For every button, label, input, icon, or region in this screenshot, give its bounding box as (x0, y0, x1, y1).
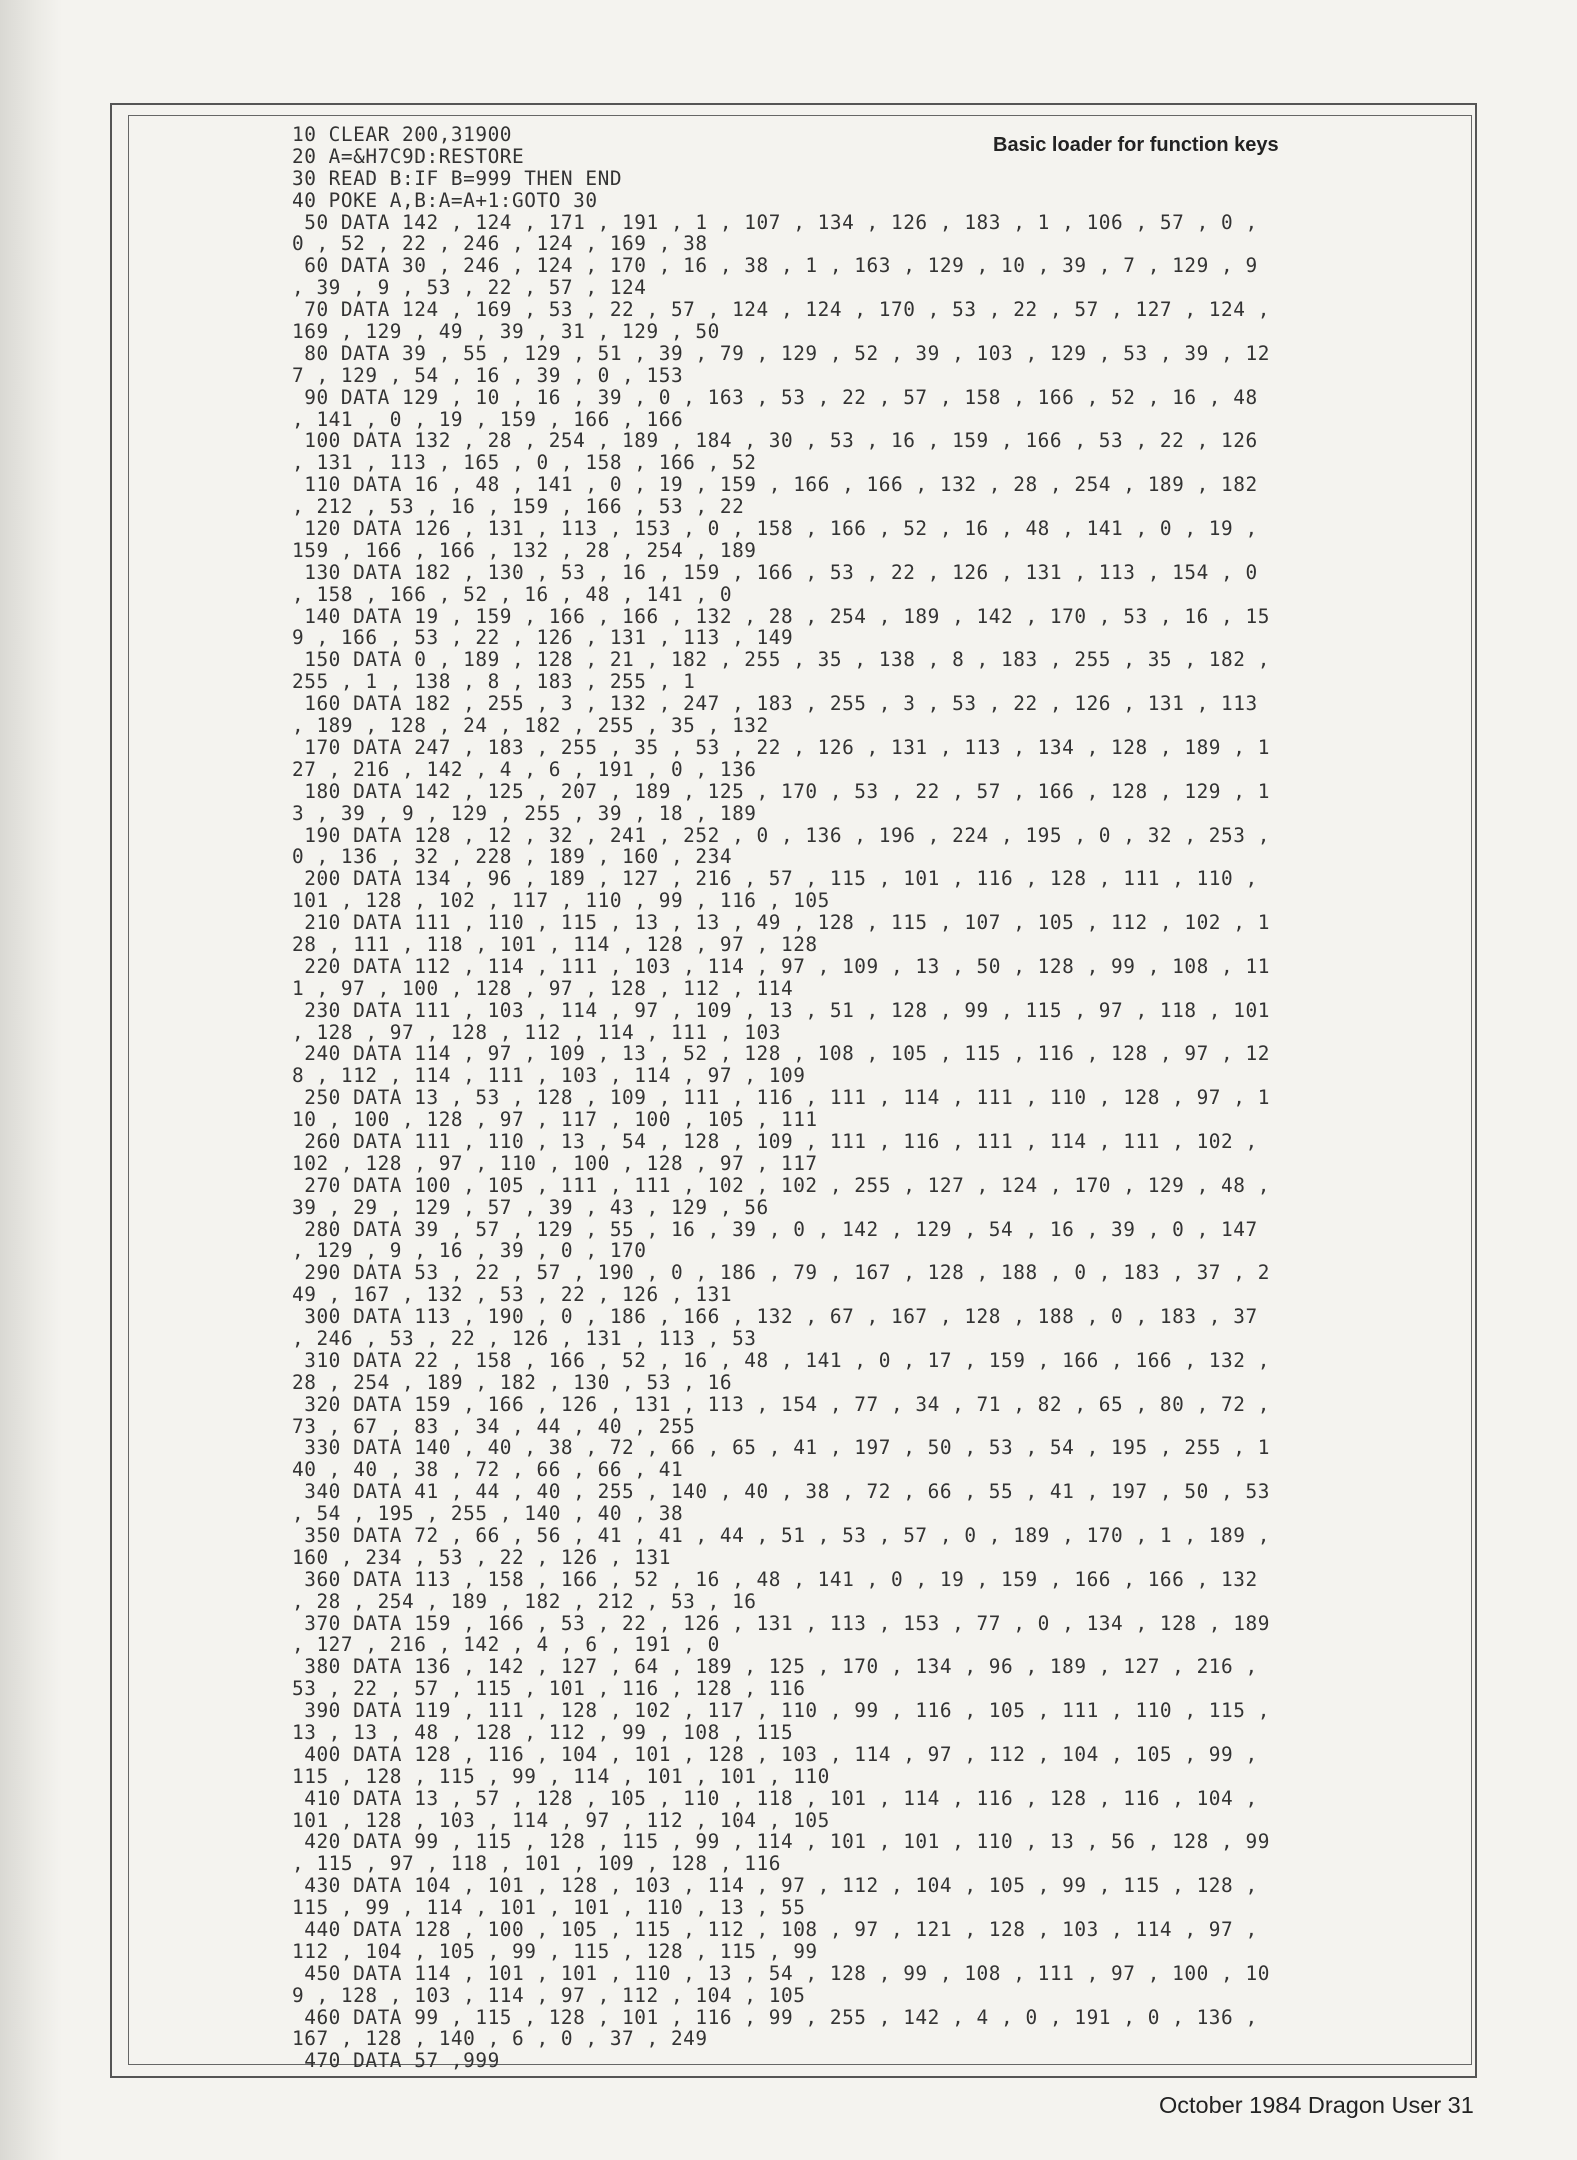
listing-line: , 129 , 9 , 16 , 39 , 0 , 170 (292, 1239, 647, 1263)
listing-line: 30 READ B:IF B=999 THEN END (292, 166, 623, 190)
listing-line: 1 , 97 , 100 , 128 , 97 , 128 , 112 , 114 (292, 976, 794, 1000)
listing-line: 159 , 166 , 166 , 132 , 28 , 254 , 189 (292, 538, 757, 562)
listing-line: 40 POKE A,B:A=A+1:GOTO 30 (292, 188, 598, 212)
listing-line: 440 DATA 128 , 100 , 105 , 115 , 112 , 108 , 97 , 121 , 128 , 103 , 114 , 97 , (292, 1918, 1258, 1942)
listing-line: 112 , 104 , 105 , 99 , 115 , 128 , 115 , 99 (292, 1939, 818, 1963)
listing-line: 470 DATA 57 ,999 (292, 2049, 500, 2073)
listing-line: 140 DATA 19 , 159 , 166 , 166 , 132 , 28 , 254 , 189 , 142 , 170 , 53 , 16 , 15 (292, 604, 1270, 628)
listing-line: , 28 , 254 , 189 , 182 , 212 , 53 , 16 (292, 1589, 757, 1613)
listing-line: 240 DATA 114 , 97 , 109 , 13 , 52 , 128 , 108 , 105 , 115 , 116 , 128 , 97 , 12 (292, 1042, 1270, 1066)
listing-line: 420 DATA 99 , 115 , 128 , 115 , 99 , 114 , 101 , 101 , 110 , 13 , 56 , 128 , 99 (292, 1830, 1270, 1854)
listing-line: 255 , 1 , 138 , 8 , 183 , 255 , 1 (292, 670, 696, 694)
listing-line: 130 DATA 182 , 130 , 53 , 16 , 159 , 166 , 53 , 22 , 126 , 131 , 113 , 154 , 0 (292, 560, 1258, 584)
listing-line: 250 DATA 13 , 53 , 128 , 109 , 111 , 116 , 111 , 114 , 111 , 110 , 128 , 97 , 1 (292, 1086, 1270, 1110)
listing-line: 53 , 22 , 57 , 115 , 101 , 116 , 128 , 116 (292, 1677, 806, 1701)
listing-line: , 39 , 9 , 53 , 22 , 57 , 124 (292, 276, 647, 300)
listing-line: 100 DATA 132 , 28 , 254 , 189 , 184 , 30 , 53 , 16 , 159 , 166 , 53 , 22 , 126 (292, 429, 1258, 453)
listing-line: 310 DATA 22 , 158 , 166 , 52 , 16 , 48 , 141 , 0 , 17 , 159 , 166 , 166 , 132 , (292, 1348, 1270, 1372)
listing-line: 370 DATA 159 , 166 , 53 , 22 , 126 , 131 , 113 , 153 , 77 , 0 , 134 , 128 , 189 (292, 1611, 1270, 1635)
listing-line: , 141 , 0 , 19 , 159 , 166 , 166 (292, 407, 684, 431)
listing-line: 40 , 40 , 38 , 72 , 66 , 66 , 41 (292, 1458, 684, 1482)
listing-line: 101 , 128 , 103 , 114 , 97 , 112 , 104 , 105 (292, 1808, 830, 1832)
listing-line: 450 DATA 114 , 101 , 101 , 110 , 13 , 54 , 128 , 99 , 108 , 111 , 97 , 100 , 10 (292, 1961, 1270, 1985)
listing-line: 8 , 112 , 114 , 111 , 103 , 114 , 97 , 109 (292, 1064, 806, 1088)
listing-line: 380 DATA 136 , 142 , 127 , 64 , 189 , 125 , 170 , 134 , 96 , 189 , 127 , 216 , (292, 1655, 1258, 1679)
page-footer: October 1984 Dragon User 31 (1159, 2092, 1474, 2118)
listing-line: 290 DATA 53 , 22 , 57 , 190 , 0 , 186 , 79 , 167 , 128 , 188 , 0 , 183 , 37 , 2 (292, 1261, 1270, 1285)
listing-line: 0 , 52 , 22 , 246 , 124 , 169 , 38 (292, 232, 708, 256)
listing-caption: Basic loader for function keys (993, 134, 1279, 156)
listing-line: 180 DATA 142 , 125 , 207 , 189 , 125 , 170 , 53 , 22 , 57 , 166 , 128 , 129 , 1 (292, 779, 1270, 803)
listing-line: 167 , 128 , 140 , 6 , 0 , 37 , 249 (292, 2027, 708, 2051)
listing-line: 400 DATA 128 , 116 , 104 , 101 , 128 , 103 , 114 , 97 , 112 , 104 , 105 , 99 , (292, 1742, 1258, 1766)
listing-line: 9 , 166 , 53 , 22 , 126 , 131 , 113 , 149 (292, 626, 794, 650)
listing-line: , 212 , 53 , 16 , 159 , 166 , 53 , 22 (292, 495, 745, 519)
listing-line: 110 DATA 16 , 48 , 141 , 0 , 19 , 159 , 166 , 166 , 132 , 28 , 254 , 189 , 182 (292, 473, 1258, 497)
listing-line: 320 DATA 159 , 166 , 126 , 131 , 113 , 154 , 77 , 34 , 71 , 82 , 65 , 80 , 72 , (292, 1392, 1270, 1416)
listing-line: 160 , 234 , 53 , 22 , 126 , 131 (292, 1545, 671, 1569)
page-spine-shadow (0, 0, 62, 2160)
listing-line: 390 DATA 119 , 111 , 128 , 102 , 117 , 110 , 99 , 116 , 105 , 111 , 110 , 115 , (292, 1699, 1270, 1723)
listing-line: 330 DATA 140 , 40 , 38 , 72 , 66 , 65 , 41 , 197 , 50 , 53 , 54 , 195 , 255 , 1 (292, 1436, 1270, 1460)
listing-line: 170 DATA 247 , 183 , 255 , 35 , 53 , 22 , 126 , 131 , 113 , 134 , 128 , 189 , 1 (292, 735, 1270, 759)
listing-line: 410 DATA 13 , 57 , 128 , 105 , 110 , 118 , 101 , 114 , 116 , 128 , 116 , 104 , (292, 1786, 1258, 1810)
listing-line: 101 , 128 , 102 , 117 , 110 , 99 , 116 , 105 (292, 889, 830, 913)
listing-line: , 158 , 166 , 52 , 16 , 48 , 141 , 0 (292, 582, 733, 606)
listing-line: 280 DATA 39 , 57 , 129 , 55 , 16 , 39 , 0 , 142 , 129 , 54 , 16 , 39 , 0 , 147 (292, 1217, 1258, 1241)
listing-line: 20 A=&H7C9D:RESTORE (292, 144, 525, 168)
listing-line: 300 DATA 113 , 190 , 0 , 186 , 166 , 132 , 67 , 167 , 128 , 188 , 0 , 183 , 37 (292, 1305, 1258, 1329)
listing-line: 27 , 216 , 142 , 4 , 6 , 191 , 0 , 136 (292, 757, 757, 781)
listing-line: 80 DATA 39 , 55 , 129 , 51 , 39 , 79 , 129 , 52 , 39 , 103 , 129 , 53 , 39 , 12 (292, 341, 1270, 365)
listing-line: 73 , 67 , 83 , 34 , 44 , 40 , 255 (292, 1414, 696, 1438)
listing-line: 3 , 39 , 9 , 129 , 255 , 39 , 18 , 189 (292, 801, 757, 825)
listing-line: 13 , 13 , 48 , 128 , 112 , 99 , 108 , 115 (292, 1721, 794, 1745)
listing-line: 270 DATA 100 , 105 , 111 , 111 , 102 , 102 , 255 , 127 , 124 , 170 , 129 , 48 , (292, 1173, 1270, 1197)
listing-line: 160 DATA 182 , 255 , 3 , 132 , 247 , 183 , 255 , 3 , 53 , 22 , 126 , 131 , 113 (292, 692, 1258, 716)
listing-line: 50 DATA 142 , 124 , 171 , 191 , 1 , 107 , 134 , 126 , 183 , 1 , 106 , 57 , 0 , (292, 210, 1258, 234)
listing-line: , 246 , 53 , 22 , 126 , 131 , 113 , 53 (292, 1326, 757, 1350)
listing-line: 9 , 128 , 103 , 114 , 97 , 112 , 104 , 105 (292, 1983, 806, 2007)
listing-line: 7 , 129 , 54 , 16 , 39 , 0 , 153 (292, 363, 684, 387)
listing-line: 350 DATA 72 , 66 , 56 , 41 , 41 , 44 , 51 , 53 , 57 , 0 , 189 , 170 , 1 , 189 , (292, 1524, 1270, 1547)
listing-line: , 128 , 97 , 128 , 112 , 114 , 111 , 103 (292, 1020, 781, 1044)
listing-line: 28 , 111 , 118 , 101 , 114 , 128 , 97 , 128 (292, 932, 818, 956)
listing-line: 115 , 128 , 115 , 99 , 114 , 101 , 101 , 110 (292, 1764, 830, 1788)
listing-line: 10 , 100 , 128 , 97 , 117 , 100 , 105 , 111 (292, 1108, 818, 1132)
listing-line: 39 , 29 , 129 , 57 , 39 , 43 , 129 , 56 (292, 1195, 769, 1219)
listing-line: 102 , 128 , 97 , 110 , 100 , 128 , 97 , 117 (292, 1151, 818, 1175)
listing-line: 0 , 136 , 32 , 228 , 189 , 160 , 234 (292, 845, 733, 869)
listing-line: 70 DATA 124 , 169 , 53 , 22 , 57 , 124 , 124 , 170 , 53 , 22 , 57 , 127 , 124 , (292, 298, 1270, 322)
listing-line: , 189 , 128 , 24 , 182 , 255 , 35 , 132 (292, 714, 769, 738)
listing-line: 190 DATA 128 , 12 , 32 , 241 , 252 , 0 , 136 , 196 , 224 , 195 , 0 , 32 , 253 , (292, 823, 1270, 847)
listing-line: 460 DATA 99 , 115 , 128 , 101 , 116 , 99 , 255 , 142 , 4 , 0 , 191 , 0 , 136 , (292, 2005, 1258, 2029)
listing-line: 120 DATA 126 , 131 , 113 , 153 , 0 , 158 , 166 , 52 , 16 , 48 , 141 , 0 , 19 , (292, 517, 1258, 541)
listing-line: , 127 , 216 , 142 , 4 , 6 , 191 , 0 (292, 1633, 720, 1657)
listing-line: 90 DATA 129 , 10 , 16 , 39 , 0 , 163 , 53 , 22 , 57 , 158 , 166 , 52 , 16 , 48 (292, 385, 1258, 409)
basic-program-listing (292, 124, 1392, 2072)
listing-line: 200 DATA 134 , 96 , 189 , 127 , 216 , 57 , 115 , 101 , 116 , 128 , 111 , 110 , (292, 867, 1258, 891)
listing-line: 220 DATA 112 , 114 , 111 , 103 , 114 , 97 , 109 , 13 , 50 , 128 , 99 , 108 , 11 (292, 954, 1270, 978)
listing-line: 49 , 167 , 132 , 53 , 22 , 126 , 131 (292, 1283, 733, 1307)
listing-line: 28 , 254 , 189 , 182 , 130 , 53 , 16 (292, 1370, 733, 1394)
listing-line: 360 DATA 113 , 158 , 166 , 52 , 16 , 48 , 141 , 0 , 19 , 159 , 166 , 166 , 132 (292, 1567, 1258, 1591)
listing-line: 260 DATA 111 , 110 , 13 , 54 , 128 , 109 , 111 , 116 , 111 , 114 , 111 , 102 , (292, 1129, 1258, 1153)
listing-line: 210 DATA 111 , 110 , 115 , 13 , 13 , 49 , 128 , 115 , 107 , 105 , 112 , 102 , 1 (292, 911, 1270, 935)
listing-line: 10 CLEAR 200,31900 (292, 123, 513, 146)
listing-line: 340 DATA 41 , 44 , 40 , 255 , 140 , 40 , 38 , 72 , 66 , 55 , 41 , 197 , 50 , 53 (292, 1480, 1270, 1504)
listing-line: 150 DATA 0 , 189 , 128 , 21 , 182 , 255 , 35 , 138 , 8 , 183 , 255 , 35 , 182 , (292, 648, 1270, 672)
listing-line: , 54 , 195 , 255 , 140 , 40 , 38 (292, 1502, 684, 1526)
listing-line: 169 , 129 , 49 , 39 , 31 , 129 , 50 (292, 320, 720, 344)
listing-line: 430 DATA 104 , 101 , 128 , 103 , 114 , 97 , 112 , 104 , 105 , 99 , 115 , 128 , (292, 1874, 1258, 1898)
listing-line: 115 , 99 , 114 , 101 , 101 , 110 , 13 , 55 (292, 1896, 806, 1920)
listing-line: 230 DATA 111 , 103 , 114 , 97 , 109 , 13 , 51 , 128 , 99 , 115 , 97 , 118 , 101 (292, 998, 1270, 1022)
listing-line: , 115 , 97 , 118 , 101 , 109 , 128 , 116 (292, 1852, 781, 1876)
listing-line: 60 DATA 30 , 246 , 124 , 170 , 16 , 38 , 1 , 163 , 129 , 10 , 39 , 7 , 129 , 9 (292, 254, 1258, 278)
listing-line: , 131 , 113 , 165 , 0 , 158 , 166 , 52 (292, 451, 757, 475)
